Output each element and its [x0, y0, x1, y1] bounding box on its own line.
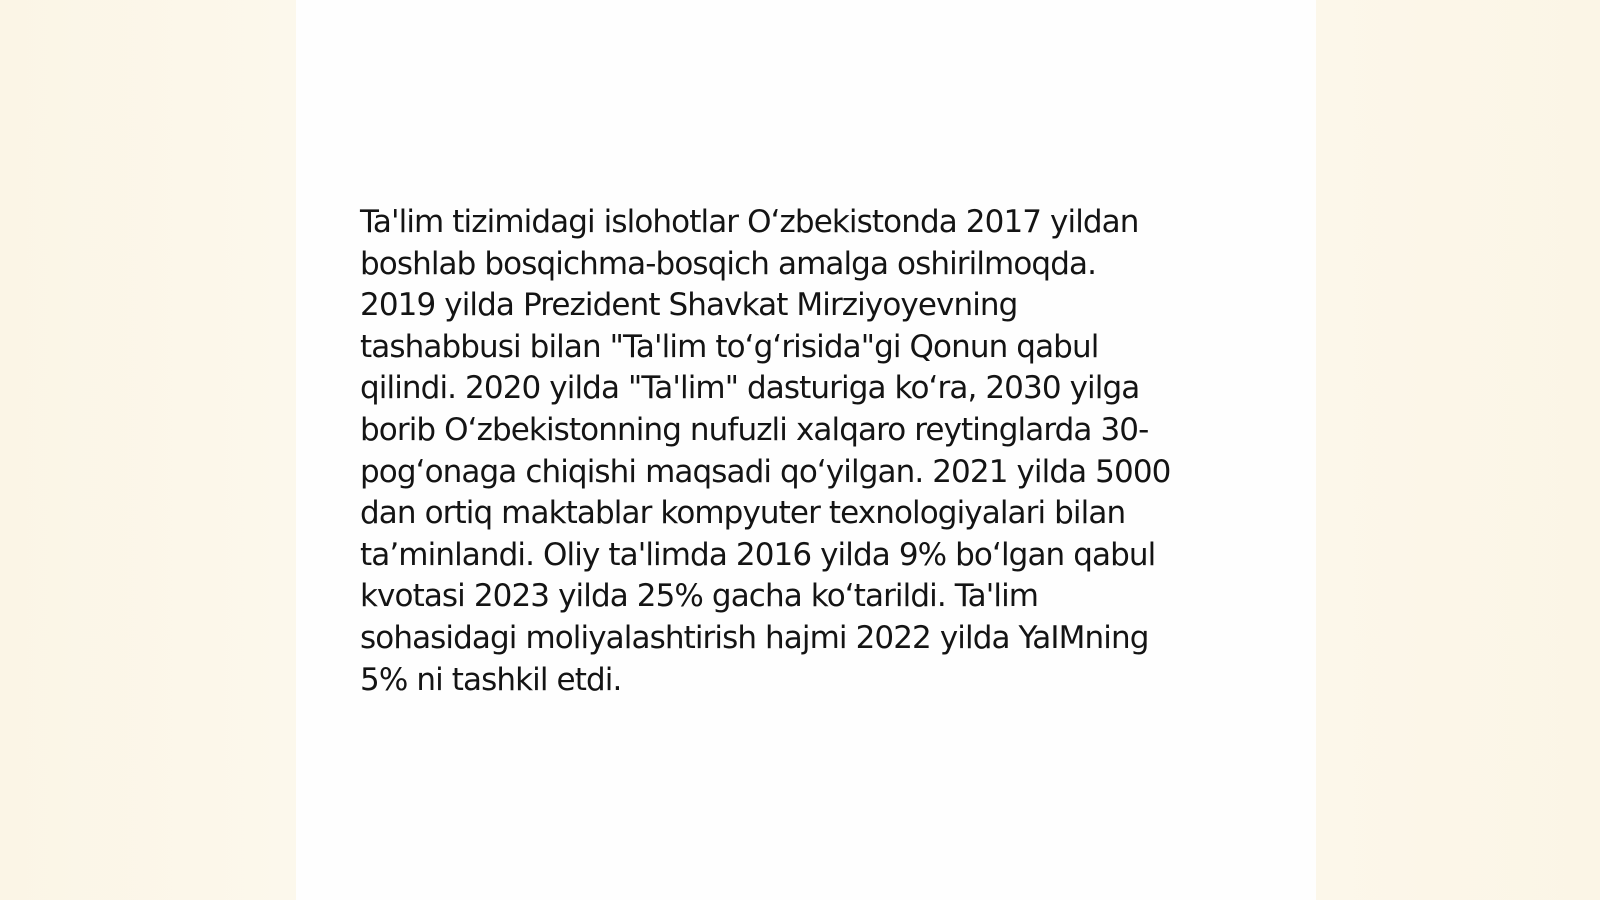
paragraph-line: boshlab bosqichma-bosqich amalga oshirilmoqda.	[360, 245, 1097, 282]
paragraph-line: borib O‘zbekistonning nufuzli xalqaro reytinglarda 30-	[360, 411, 1149, 448]
paragraph-line: 5% ni tashkil etdi.	[360, 661, 622, 698]
paragraph-line: sohasidagi moliyalashtirish hajmi 2022 yilda YaIMning	[360, 619, 1149, 656]
paragraph-line: pog‘onaga chiqishi maqsadi qo‘yilgan. 2021 yilda 5000	[360, 453, 1171, 490]
paragraph-line: dan ortiq maktablar kompyuter texnologiyalari bilan	[360, 495, 1126, 532]
paragraph-line: tashabbusi bilan "Ta'lim to‘g‘risida"gi Qonun qabul	[360, 328, 1099, 365]
paragraph-line: qilindi. 2020 yilda "Ta'lim" dasturiga ko‘ra, 2030 yilga	[360, 370, 1140, 407]
paragraph-line: ta’minlandi. Oliy ta'limda 2016 yilda 9% bo‘lgan qabul	[360, 536, 1156, 573]
body-paragraph	[360, 202, 1252, 701]
paragraph-line: 2019 yilda Prezident Shavkat Mirziyoyevning	[360, 287, 1018, 324]
paragraph-line: Ta'lim tizimidagi islohotlar O‘zbekistonda 2017 yildan	[360, 204, 1139, 240]
document-sheet	[296, 0, 1316, 900]
paragraph-line: kvotasi 2023 yilda 25% gacha ko‘tarildi. Ta'lim	[360, 578, 1039, 615]
